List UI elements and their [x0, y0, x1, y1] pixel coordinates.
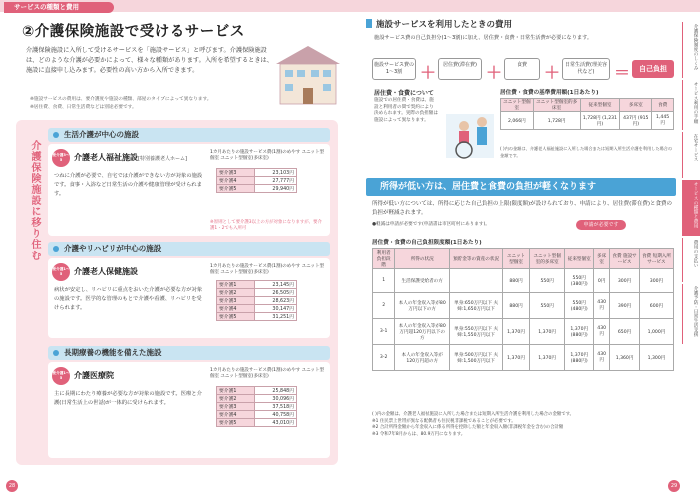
limit-notes: ( )内の金額は、介護老人福祉施設に入所した場合または短期入所生活介護を利用した場合の金額です。 ※1 住民票上世帯が異なる配偶者も住民税非課税であることが必要です。 ※2 合計所得金額から年金収入に係る所得を控除した額と年金収入額(非課税年金を含む)の合計額 ※3 令和7年8月からは、80.9万円になります。 [372, 412, 575, 437]
section-heading-1: 生活介護が中心の施設 [48, 128, 330, 142]
sidebar-tab-4[interactable]: サービスの種類と費用 [682, 180, 700, 236]
page-number-left: 28 [6, 480, 18, 492]
facility-description: つねに介護が必要で、自宅では介護ができない方が対象の施設です。食事・入浴など日常生活の介護や健康管理が受けられます。 [54, 173, 203, 197]
cost-table [216, 386, 297, 427]
cost-table [216, 168, 297, 193]
cost-row: 要介護2 30,096円 [217, 395, 297, 403]
section-heading-3: 長期療養の機能を備えた施設 [48, 346, 330, 360]
care-level-badge: 要介護3〜5 [52, 149, 70, 167]
page-title: ②介護保険施設で受けるサービス [22, 24, 245, 40]
cost-note: ※原則として要介護3以上の方が対象になりますが、要介護1・2でも入所可 [210, 220, 322, 231]
sidebar-tab-6[interactable]: 介護予防・日常生活支援 [682, 284, 700, 344]
wheelchair-illustration [442, 104, 498, 162]
cost-row: 要介護3 28,623円 [217, 297, 297, 305]
limit-heading: 居住費・食費の自己負担限度額(1日あたり) [372, 240, 482, 246]
facility-card-3 [48, 362, 330, 458]
limit-row: 2 本人の年金収入等が80万円以下の方 単身:650万円以下 夫婦:1,650万円以下 880円 550円 550円 (480円) 430円 390円 600円 [373, 293, 674, 319]
care-level-badge: 要介護1〜5 [52, 263, 70, 281]
intro-notes: ※施設サービスの費用は、要介護度や施設の種類、部屋のタイプによって異なります。 ※居住費、食費、日常生活費などは別途必要です。 [30, 97, 212, 110]
facility-description: 病状が安定し、リハビリに重点をおいた介護が必要な方が対象の施設です。医学的な管理のもとで介護や看護、リハビリを受けられます。 [54, 287, 203, 311]
facility-illustration [272, 42, 344, 108]
cost-row: 要介護4 30,147円 [217, 305, 297, 313]
facility-card-2 [48, 258, 330, 338]
sidebar-tab-5[interactable]: 費用の支払い [682, 238, 700, 282]
cost-row: 要介護2 26,505円 [217, 289, 297, 297]
cost-heading: 1カ月あたりの施設サービス費(1割)のめやす ユニット型個室 ユニット型個室(多床室) [210, 150, 324, 161]
cost-heading: 1カ月あたりの施設サービス費(1割)のめやす ユニット型個室 ユニット型個室(多床室) [210, 264, 324, 275]
apply-badge: 申請が必要です [576, 220, 626, 230]
plus-icon: ＋ [544, 63, 561, 82]
cost-heading: 1カ月あたりの施設サービス費(1割)のめやす ユニット型個室 ユニット型個室(多床室) [210, 368, 324, 379]
cost-title: 施設サービスを利用したときの費用 [366, 18, 512, 30]
cost-row: 要介護3 23,103円 [217, 169, 297, 177]
sidebar-tab-3[interactable]: 在宅サービス [682, 132, 700, 178]
facility-description: 主に長期にわたり療養が必要な方が対象の施設です。医療と介護(日常生活上の世話)が一体的に受けられます。 [54, 391, 202, 406]
cost-row: 要介護5 43,010円 [217, 419, 297, 427]
basic-heading: 居住費・食費の基準費用額(1日あたり) [500, 90, 599, 96]
cost-row: 要介護3 37,518円 [217, 403, 297, 411]
plus-icon: ＋ [420, 63, 437, 82]
facility-card-1 [48, 144, 330, 236]
cost-row: 要介護5 29,940円 [217, 185, 297, 193]
cost-row: 要介護5 31,251円 [217, 313, 297, 321]
limit-row: 3-2 本人の年金収入等が120万円超の方 単身:500万円以下 夫婦:1,500万円以下 1,370円 1,370円 1,370円 (880円) 430円 1,360円 1,300円 [373, 345, 674, 371]
basic-note: ( )内の金額は、介護老人福祉施設に入所した場合または短期入所生活介護を利用した場合の金額です。 [500, 146, 673, 158]
cost-row: 要介護1 25,848円 [217, 387, 297, 395]
limit-table: 利用者負担段階 所得の状況 預貯金等の資産の状況 ユニット型個室 ユニット型個室的多床室 従来型個室 多床室 食費 施設サービス 食費 短期入所サービス 1 生活保護受給者の方 880円 550円 550円 (380円) 0円 300円 300円 2 本人の年金収入等が80万円以下の方 単身:650万円以下 夫婦:1,650万円以下 880円 550円 550円 (480円) 430円 390円 600円 3-1 本人の年金収入等が80万円超120万円以下の方 単身:550万円以下 夫婦:1,550万円以下 1,370円 1,370円 1,370円 (880円) 430円 650円 1,000円 3-2 本人の年金収入等が120万円超の方 単身:500万円以下 夫婦:1,500万円以下 1,370円 1,370円 1,370円 (880円) 430円 1,360円 1,300円 [372, 248, 674, 371]
page-number-right: 29 [668, 480, 680, 492]
sidebar-tab-2[interactable]: サービス利用の手順 [682, 80, 700, 130]
formula-service-fee: 施設サービス費の1〜3割 [372, 58, 416, 80]
facility-name: 介護老人福祉施設[特別養護老人ホーム] [74, 153, 187, 162]
intro-text: 介護保険施設に入所して受けるサービスを「施設サービス」と呼びます。介護保険施設は、どのような介護が必要かによって、様々な種類があります。入所を希望するときは、施設に直接申し込みます。必要性の高い方から入所できます。 [26, 47, 273, 74]
plus-icon: ＋ [486, 63, 503, 82]
facility-name: 介護老人保健施設 [74, 267, 138, 276]
vertical-heading: 介護保険施設に移り住む [29, 140, 40, 261]
cost-row: 要介護4 27,777円 [217, 177, 297, 185]
basic-cost-table: ユニット型個室 ユニット型個室的多床室 従来型個室 多床室 食費 2,066円 1,728円 1,728円 (1,231円) 437円 (915円) 1,445円 [500, 98, 674, 130]
sidebar-tab-1[interactable]: 介護保険制度のしくみ [682, 22, 700, 78]
care-level-badge: 要介護1〜5 [52, 367, 70, 385]
limit-row: 1 生活保護受給者の方 880円 550円 550円 (380円) 0円 300円 300円 [373, 269, 674, 293]
formula-daily: 日常生活費(理美容代など) [562, 58, 610, 80]
housing-text: 施設での居住費・食費は、施設と利用者の間で契約により決められます。実際の負担額は施設によって異なります。 [374, 98, 438, 123]
formula-result: 自己負担 [632, 60, 674, 78]
housing-heading: 居住費・食費について [374, 90, 434, 97]
facility-name: 介護医療院 [74, 371, 114, 380]
cost-intro: 施設サービス費の自己負担分(1〜3割)に加え、居住費・食費・日常生活費が必要になります。 [374, 35, 593, 41]
low-income-text: 所得が低い方については、所得に応じた自己負担の上限(限度額)が設けられており、申請により、居住費(滞在費)と食費の負担が軽減されます。 [372, 201, 672, 216]
limit-row: 3-1 本人の年金収入等が80万円超120万円以下の方 単身:550万円以下 夫婦:1,550万円以下 1,370円 1,370円 1,370円 (880円) 430円 650円 1,000円 [373, 319, 674, 345]
right-page [350, 0, 680, 497]
section-heading-2: 介護やリハビリが中心の施設 [48, 242, 330, 256]
cost-table [216, 280, 297, 321]
formula-food: 食費 [504, 58, 540, 80]
cost-row: 要介護4 40,758円 [217, 411, 297, 419]
formula-housing: 居住費(滞在費) [438, 58, 482, 80]
cost-row: 要介護1 23,145円 [217, 281, 297, 289]
header-tag: サービスの種類と費用 [4, 2, 114, 13]
equals-icon: ＝ [614, 63, 631, 82]
low-income-bullet: ●軽減は申請が必要です(申請書は市区町村にあります)。 [372, 222, 490, 227]
low-income-title: 所得が低い方は、居住費と食費の負担が軽くなります [366, 178, 676, 196]
